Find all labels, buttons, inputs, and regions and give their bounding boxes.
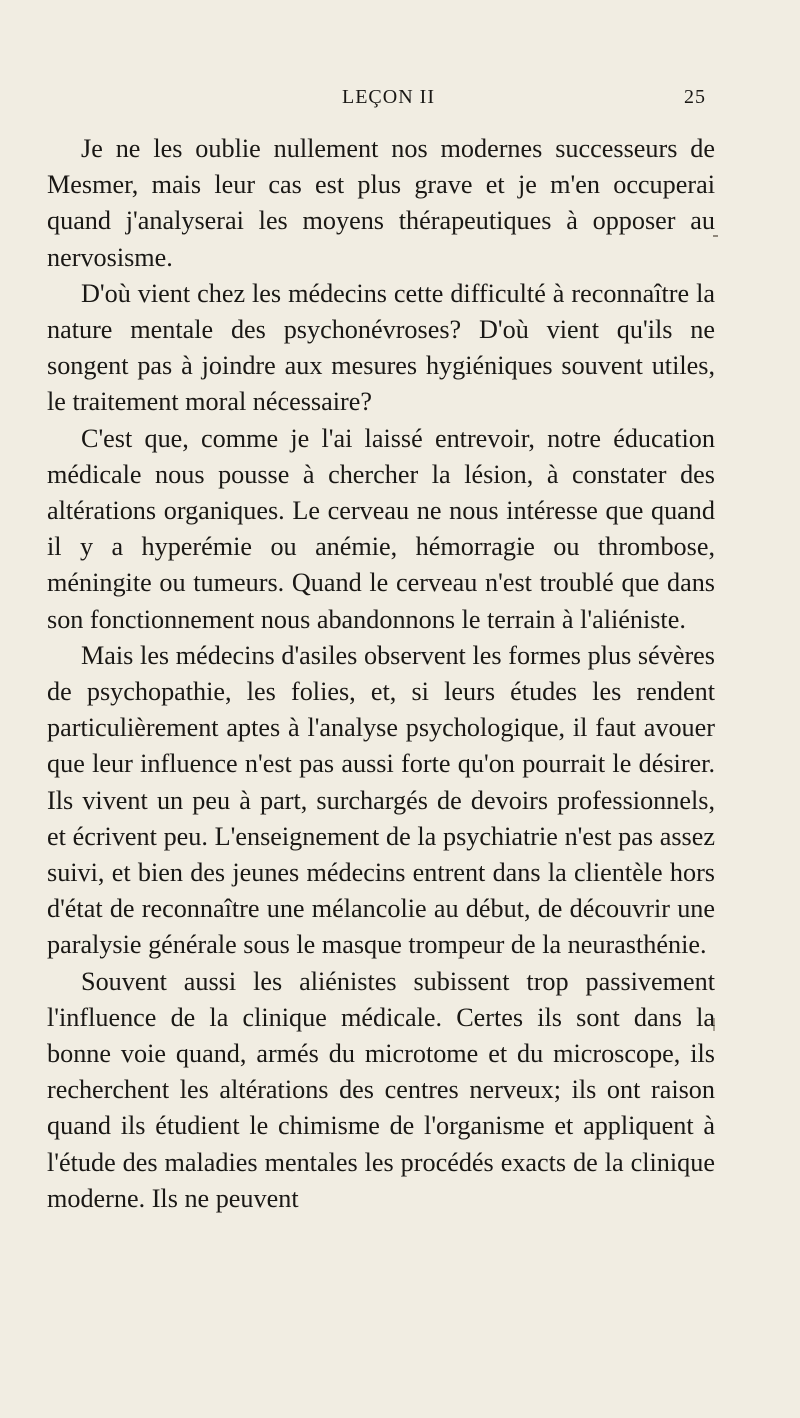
paragraph: Je ne les oublie nullement nos modernes successeurs de Mesmer, mais leur cas est plus grave et je m'en occuperai quand j'analyserai les moyens thérapeutiques à opposer au nervosisme. xyxy=(47,134,715,272)
running-title: LEÇON II xyxy=(342,86,435,108)
paragraph: D'où vient chez les médecins cette difficulté à reconnaître la nature mentale des psychonévroses? D'où vient qu'ils ne songent pas à joindre aux mesures hygiéniques souvent utiles, le traitement moral nécessaire? xyxy=(47,278,715,417)
paragraph: Souvent aussi les aliénistes subissent trop passivement l'influence de la clinique médicale. Certes ils sont dans la bonne voie quand, armés du microtome et du microscope, ils recherchent les altérations des centres nerveux; ils ont raison quand ils étudient le chimisme de l'organisme et appliquent à l'étude des maladies mentales les procédés exacts de la clinique moderne. Ils ne peuvent xyxy=(47,966,715,1213)
paragraph: C'est que, comme je l'ai laissé entrevoir, notre éducation médicale nous pousse à chercher la lésion, à constater des altérations organiques. Le cerveau ne nous intéresse que quand il y a hyperémie ou anémie, hémorragie ou thrombose, méningite ou tumeurs. Quand le cerveau n'est troublé que dans son fonctionnement nous abandonnons le terrain à l'aliéniste. xyxy=(47,423,715,634)
body-text xyxy=(47,131,715,1217)
paragraph: Mais les médecins d'asiles observent les formes plus sévères de psychopathie, les folies, et, si leurs études les rendent particulièrement aptes à l'analyse psychologique, il faut avouer que leur influence n'est pas aussi forte qu'on pourrait le désirer. Ils vivent un peu à part, surchargés de devoirs professionnels, et écrivent peu. L'enseignement de la psychiatrie n'est pas assez suivi, et bien des jeunes médecins entrent dans la clientèle hors d'état de reconnaître une mélancolie au début, de découvrir une paralysie générale sous le masque trompeur de la neurasthénie. xyxy=(47,640,715,960)
page-header xyxy=(0,86,800,116)
page-number: 25 xyxy=(684,86,706,108)
